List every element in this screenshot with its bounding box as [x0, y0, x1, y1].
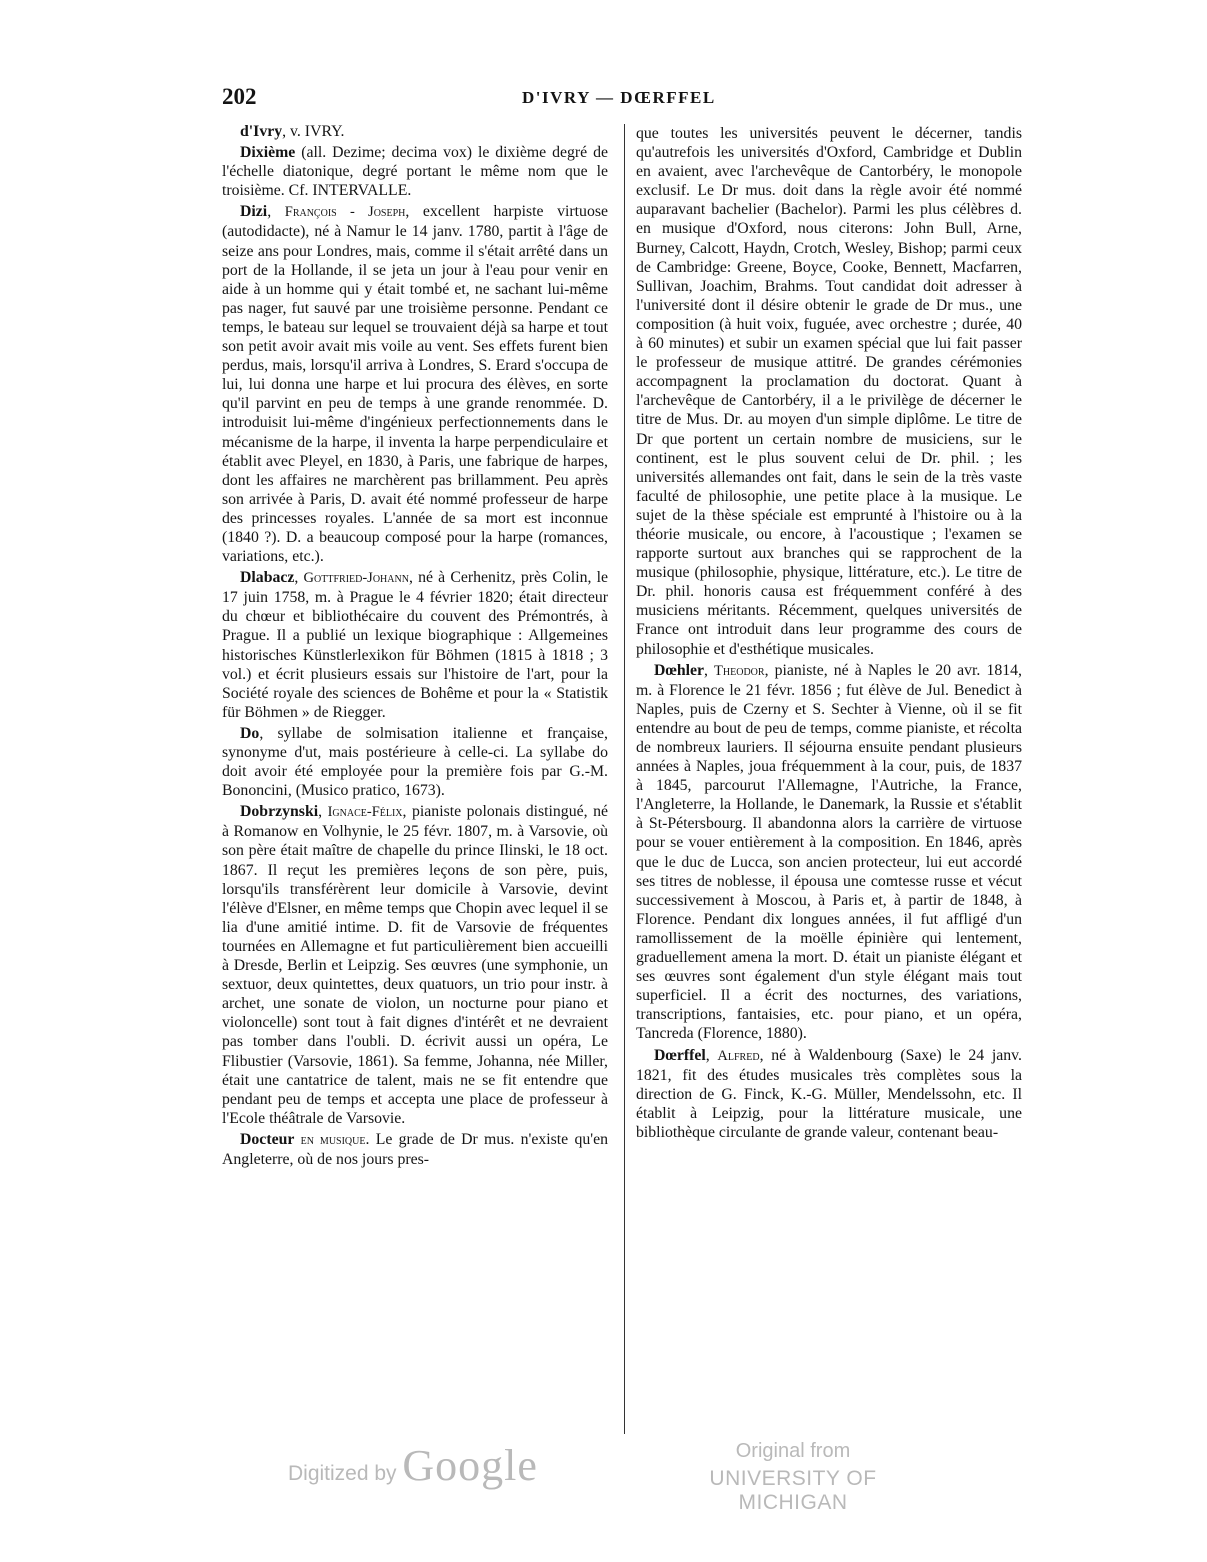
digitized-by-text: Digitized by — [288, 1462, 397, 1485]
column-divider — [624, 124, 625, 1434]
entry-text: que toutes les universités peuvent le décerner, tandis qu'autrefois les universités d'Oxford, Cambridge et Dublin en avaient, avec l'archevêque de Cantorbéry, le monopole exclusif. Le Dr mus. doit dans la règle avoir été nommé auparavant bachelier (Bachelor). Parmi les plus célèbres d. en musique d'Oxford, nous citerons: John Bull, Arne, Burney, Calcott, Haydn, Crotch, Wesley, Bishop; parmi ceux de Cambridge: Greene, Boyce, Cooke, Bennett, Macfarren, Sullivan, Joachim, Brahms. Tout candidat doit adresser à l'université dont il désire obtenir le grade de Dr mus., une composition (à huit voix, fuguée, avec orchestre ; durée, 40 à 60 minutes) et subir un examen spécial que lui fait passer le professeur de musique attitré. De grandes cérémonies accompagnent la proclamation du doctorat. Quant à l'archevêque de Cantorbéry, il a le privilège de décerner le titre de Mus. Dr. au moyen d'un simple diplôme. Le titre de Dr que portent un certain nombre de musiciens, sur le continent, est le plus souvent celui de Dr. phil. ; les universités allemandes ont fait, dans le sein de la très vaste faculté de philosophie, une petite place à la musique. Le sujet de la thèse spéciale est emprunté à l'histoire ou à la théorie musicale, ou encore, à l'acoustique ; l'examen se rapporte surtout aux branches qui se rapprochent de la musique (philosophie, physique, littérature, etc.). Le titre de Dr. phil. honoris causa est fréquemment conféré à des musiciens méritants. Récemment, quelques universités de France ont introduit dans leur programme des cours de philosophie et d'esthétique musicales. — [636, 125, 1022, 658]
entry-doerffel: Dœrffel, Alfred, né à Waldenbourg (Saxe) le 24 janv. 1821, fit des études musicales très complètes sous la direction de G. Finck, K.-G. Müller, Mendelssohn, etc. Il établit à Leipzig, pour la littérature musicale, une bibliothèque circulante de grande valeur, contenant beau- — [636, 1046, 1022, 1141]
headword-qualifier: en musique — [300, 1131, 366, 1148]
headword: Dizi — [240, 203, 268, 221]
entry-text: , né à Cerhenitz, près Colin, le 17 juin 1758, m. à Prague le 4 février 1820; était directeur du chœur et bibliothécaire du couvent des Prémontrés, à Prague. Il a publié un lexique biographique : Allgemeines historisches Künstlerlexikon für Böhmen (1815 à 1818 ; 3 vol.) et écrit plusieurs essais sur l'histoire de l'art, pour la Société royale des sciences de Bohême et pour la « Statistik für Böhmen » de Riegger. — [222, 569, 609, 721]
headword: d'Ivry — [240, 123, 283, 140]
given-names: Alfred — [717, 1047, 760, 1064]
headword: Do — [240, 724, 260, 742]
university-text: UNIVERSITY OF MICHIGAN — [709, 1467, 877, 1514]
original-from-watermark — [668, 1440, 918, 1515]
entry-text: , excellent harpiste virtuose (autodidacte), né à Namur le 14 janv. 1780, partit à l'âge de seize ans pour Londres, mais, comme il s'était arrêté dans un port de la Hollande, il se jeta un jour à l'eau pour venir en aide à un homme qui y était tombé et, ne sachant lui-même pas nager, fut sauvé par une troisième personne. Pendant ce temps, le bateau sur lequel se trouvaient déjà sa harpe et tout son petit avoir avait mis voile au vent. Ses effets furent bien perdus, mais, lorsqu'il arriva à Londres, S. Erard s'occupa de lui, lui donna une harpe et lui procura des élèves, en sorte qu'il parvint en peu de temps à une grande renommée. D. introduisit lui-même d'ingénieux perfectionnements dans le mécanisme de la harpe, il inventa la harpe perpendiculaire et établit avec Pleyel, en 1830, à Paris, une fabrique de harpes, dont les affaires ne marchèrent pas brillamment. Peu après son arrivée à Paris, D. avait été nommé professeur de harpe des princesses royales. L'année de sa mort est inconnue (1840 ?). D. a beaucoup composé pour la harpe (romances, variations, etc.). — [222, 203, 609, 566]
digitized-by-watermark — [288, 1440, 538, 1491]
entry-dixieme — [222, 143, 608, 200]
given-names: Theodor — [714, 662, 765, 679]
right-column — [636, 124, 1022, 1144]
given-names: François - Joseph — [284, 204, 406, 221]
left-column — [222, 122, 608, 1171]
headword: Dlabacz — [240, 569, 295, 587]
running-head: D'IVRY — DŒRFFEL — [522, 88, 716, 107]
page-number: 202 — [222, 84, 257, 109]
page-header — [222, 84, 1024, 116]
entry-dlabacz: Dlabacz, Gottfried-Johann, né à Cerhenitz, près Colin, le 17 juin 1758, m. à Prague le 4 février 1820; était directeur du chœur et bibliothécaire du couvent des Prémontrés, à Prague. Il a publié un lexique biographique : Allgemeines historisches Künstlerlexikon für Böhmen (1815 à 1818 ; 3 vol.) et écrit plusieurs essais sur l'histoire de l'art, pour la Société royale des sciences de Bohême et pour la « Statistik für Böhmen » de Riegger. — [222, 569, 609, 721]
given-names: Ignace-Félix — [327, 804, 403, 821]
entry-text: , syllabe de solmisation italienne et française, synonyme d'ut, mais postérieure à celle-ci. La syllabe do doit avoir été employée pour la première fois par G.-M. Bononcini, (Musico pratico, 1673). — [222, 724, 608, 800]
headword: Dœhler — [654, 661, 705, 679]
headword: Dœrffel — [654, 1046, 706, 1064]
headword: Dobrzynski — [240, 803, 319, 821]
entry-text: (all. Dezime; decima vox) le dixième degré de l'échelle diatonique, degré portant le même nom que le troisième. Cf. INTERVALLE. — [222, 144, 608, 200]
entry-text: . Le grade de Dr mus. n'existe qu'en Angleterre, où de nos jours pres- — [222, 1130, 608, 1168]
entry-do — [222, 724, 608, 800]
given-names: Gottfried-Johann — [303, 570, 409, 587]
google-logo-text: Google — [402, 1441, 538, 1490]
headword: Dixième — [240, 144, 296, 162]
entry-text: , v. IVRY. — [282, 123, 345, 140]
entry-dobrzynski: Dobrzynski, Ignace-Félix, pianiste polonais distingué, né à Romanow en Volhynie, le 25 févr. 1807, m. à Varsovie, où son père était maître de chapelle du prince Ilinski, le 18 oct. 1867. Il reçut les premières leçons de son père, puis, lorsqu'ils transférèrent leur domicile à Varsovie, devint l'élève d'Elsner, en même temps que Chopin avec lequel il se lia d'une amitié intime. D. fit de Varsovie de fréquentes tournées en Allemagne et fut particulièrement bien accueilli à Dresde, Berlin et Leipzig. Ses œuvres (une symphonie, un sextuor, deux quintettes, deux quatuors, un trio pour instr. à archet, une sonate de violon, un nocturne pour piano et violoncelle) sont tout à fait dignes d'intérêt et ne devraient pas tomber dans l'oubli. D. écrivit aussi un opéra, Le Flibustier (Varsovie, 1861). Sa femme, Johanna, née Miller, était une cantatrice de talent, mais ne se fit entendre que pendant peu de temps et accepta une place de professeur à l'Ecole théâtrale de Varsovie. — [222, 803, 608, 1127]
entry-text: , pianiste, né à Naples le 20 avr. 1814, m. à Florence le 21 févr. 1856 ; fut élève de Jul. Benedict à Naples, puis de Czerny et S. Sechter à Vienne, où il se fit entendre au bout de peu de temps, comme pianiste, et récolta de nombreux lauriers. Il séjourna ensuite pendant plusieurs années à Naples, joua fréquemment à la cour, puis, de 1837 à 1845, parcourut l'Allemagne, l'Autriche, la France, l'Angleterre, la Hollande, le Danemark, la Russie et s'établit à St-Pétersbourg. Il abandonna alors la carrière de virtuose pour se vouer entièrement à la composition. En 1846, après que le duc de Lucca, son ancien protecteur, lui eut accordé ses titres de noblesse, il épousa une comtesse russe et vécut successivement à Moscou, à Paris et, à partir de 1848, à Florence. Pendant dix longues années, il fut affligé d'un ramollissement de la moëlle épinière qui lentement, graduellement amena la mort. D. était un pianiste élégant et ses œuvres sont également d'un style élégant mais tout superficiel. Il a écrit des nocturnes, des variations, transcriptions, fantaisies, etc. pour piano, et un opéra, Tancreda (Florence, 1880). — [636, 661, 1022, 1043]
entry-doehler: Dœhler, Theodor, pianiste, né à Naples le 20 avr. 1814, m. à Florence le 21 févr. 1856 ; fut élève de Jul. Benedict à Naples, puis de Czerny et S. Sechter à Vienne, où il se fit entendre au bout de peu de temps, comme pianiste, et récolta de nombreux lauriers. Il séjourna ensuite pendant plusieurs années à Naples, joua fréquemment à la cour, puis, de 1837 à 1845, parcourut l'Allemagne, l'Autriche, la France, l'Angleterre, la Hollande, le Danemark, la Russie et s'établit à St-Pétersbourg. Il abandonna alors la carrière de virtuose pour se vouer entièrement à la composition. En 1846, après que le duc de Lucca, son ancien protecteur, lui eut accordé ses titres de noblesse, il épousa une comtesse russe et vécut successivement à Moscou, à Paris et, à partir de 1848, à Florence. Pendant dix longues années, il fut affligé d'un ramollissement de la moëlle épinière qui lentement, graduellement amena la mort. D. était un pianiste élégant et ses œuvres sont également d'un style élégant mais tout superficiel. Il a écrit des nocturnes, des variations, transcriptions, fantaisies, etc. pour piano, et un opéra, Tancreda (Florence, 1880). — [636, 661, 1022, 1043]
entry-docteur-continued — [636, 124, 1022, 659]
entry-text: , né à Waldenbourg (Saxe) le 24 janv. 1821, fit des études musicales très complètes sous la direction de G. Finck, K.-G. Müller, Mendelssohn, etc. Il établit à Leipzig, pour la littérature musicale, une bibliothèque circulante de grande valeur, contenant beau- — [636, 1046, 1022, 1141]
entry-text: , pianiste polonais distingué, né à Romanow en Volhynie, le 25 févr. 1807, m. à Varsovie, où son père était maître de chapelle du prince Ilinski, le 18 oct. 1867. Il reçut les premières leçons de son père, puis, lorsqu'ils transférèrent leur domicile à Varsovie, devint l'élève d'Elsner, en même temps que Chopin avec lequel il se lia d'une amitié intime. D. fit de Varsovie de fréquentes tournées en Allemagne et fut particulièrement bien accueilli à Dresde, Berlin et Leipzig. Ses œuvres (une symphonie, un sextuor, deux quintettes, deux quatuors, un trio pour instr. à archet, une sonate de violon, un nocturne pour piano et violoncelle) sont tout à fait dignes d'intérêt et ne devraient pas tomber dans l'oubli. D. écrivit aussi un opéra, Le Flibustier (Varsovie, 1861). Sa femme, Johanna, née Miller, était une cantatrice de talent, mais ne se fit entendre que pendant peu de temps et accepta une place de professeur à l'Ecole théâtrale de Varsovie. — [222, 803, 608, 1127]
headword: Docteur — [240, 1130, 295, 1148]
entry-divry — [222, 122, 608, 141]
entry-docteur — [222, 1130, 608, 1169]
original-from-text: Original from — [735, 1440, 851, 1462]
entry-dizi: Dizi, François - Joseph, excellent harpiste virtuose (autodidacte), né à Namur le 14 janv. 1780, partit à l'âge de seize ans pour Londres, mais, comme il s'était arrêté dans un port de la Hollande, il se jeta un jour à l'eau pour venir en aide à un homme qui y était tombé et, ne sachant lui-même pas nager, fut sauvé par une troisième personne. Pendant ce temps, le bateau sur lequel se trouvaient déjà sa harpe et tout son petit avoir avait mis voile au vent. Ses effets furent bien perdus, mais, lorsqu'il arriva à Londres, S. Erard s'occupa de lui, lui donna une harpe et lui procura des élèves, en sorte qu'il parvint en peu de temps à une grande renommée. D. introduisit lui-même d'ingénieux perfectionnements dans le mécanisme de la harpe, il inventa la harpe perpendiculaire et établit avec Pleyel, en 1830, à Paris, une fabrique de harpes, dont les affaires ne marchèrent pas brillamment. Peu après son arrivée à Paris, D. avait été nommé professeur de harpe des princesses royales. L'année de sa mort est inconnue (1840 ?). D. a beaucoup composé pour la harpe (romances, variations, etc.). — [222, 203, 609, 566]
